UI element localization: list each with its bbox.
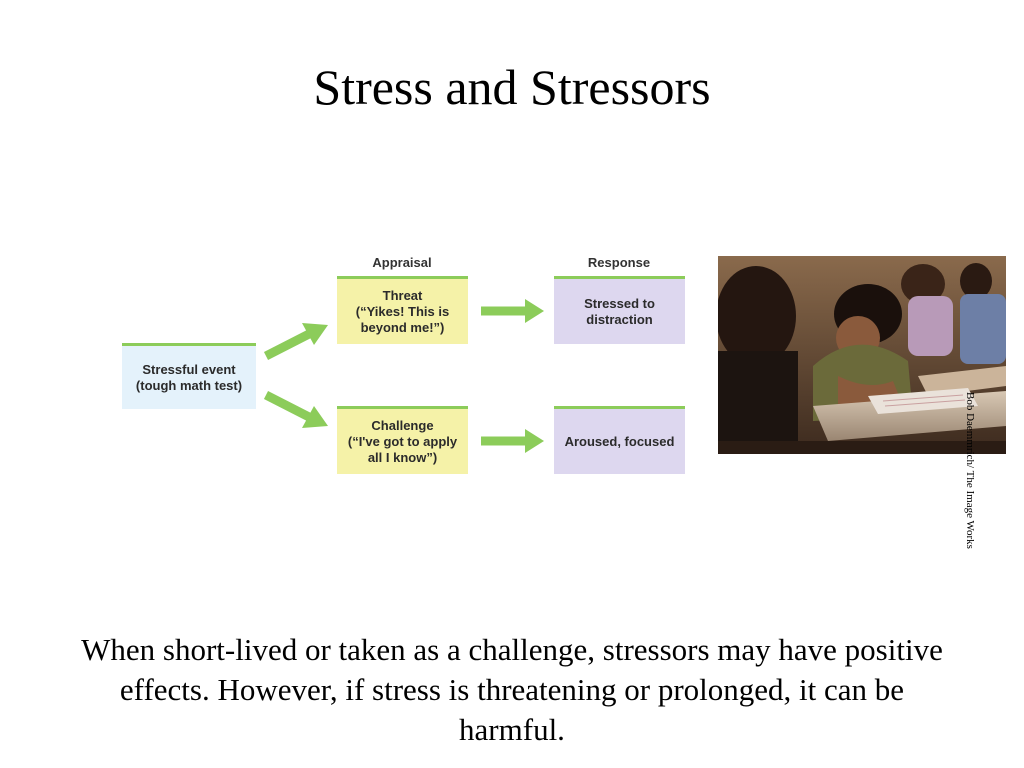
threat-text: Threat (“Yikes! This is beyond me!”): [355, 287, 450, 335]
response-header: Response: [587, 255, 651, 270]
arrow-challenge-to-response: [481, 429, 544, 453]
challenge-text: Challenge (“I've got to apply all I know”): [347, 417, 458, 465]
arrow-event-to-threat: [266, 323, 328, 356]
photo-credit-text: Bob Daemmrich/ The Image Works: [964, 392, 976, 549]
challenge-response-text: Aroused, focused: [564, 433, 675, 449]
stressful-event-text: Stressful event (tough math test): [135, 361, 243, 393]
photo-credit: [962, 392, 976, 578]
slide-title: Stress and Stressors: [313, 59, 711, 115]
threat-response-text: Stressed to distraction: [584, 295, 655, 327]
arrow-threat-to-response: [481, 299, 544, 323]
arrow-event-to-challenge: [266, 395, 328, 428]
slide-caption: When short-lived or taken as a challenge, stressors may have positive effects. However, if stress is threatening or prolonged, it can be harmful.: [81, 632, 943, 747]
appraisal-header: Appraisal: [372, 255, 432, 270]
